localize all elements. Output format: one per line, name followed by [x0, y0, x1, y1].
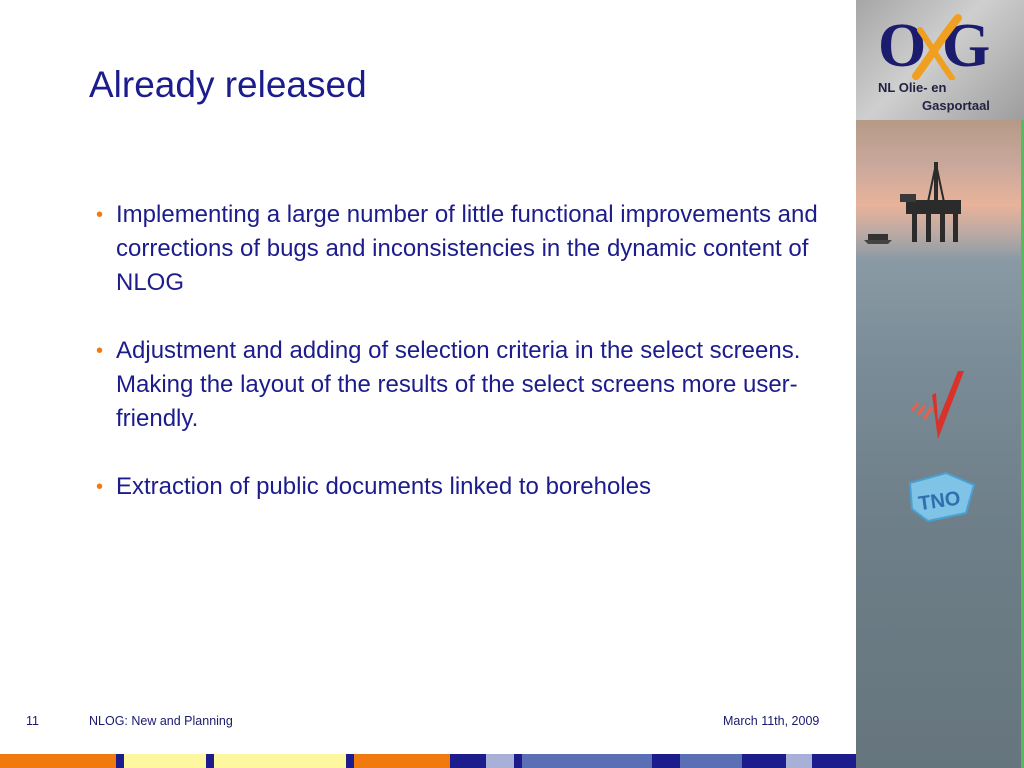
- footer-title: NLOG: New and Planning: [89, 714, 233, 728]
- bar-segment: [486, 754, 514, 768]
- page-number: 11: [26, 714, 39, 728]
- bar-segment: [786, 754, 812, 768]
- bar-segment: [124, 754, 206, 768]
- bar-segment: [812, 754, 856, 768]
- slide-title: Already released: [89, 64, 367, 105]
- svg-text:O: O: [878, 12, 927, 80]
- bar-segment: [116, 754, 124, 768]
- og-logo: [856, 0, 1024, 120]
- bar-segment: [522, 754, 652, 768]
- bar-segment: [354, 754, 450, 768]
- bullet-item: [96, 470, 856, 504]
- side-image-panel: [856, 0, 1024, 768]
- svg-text:G: G: [942, 12, 991, 80]
- logo-text-line1: NL Olie- en: [878, 80, 947, 95]
- bar-segment: [206, 754, 214, 768]
- nitg-logo-icon: [908, 365, 968, 450]
- oil-rig-icon: [856, 150, 1021, 260]
- tno-logo-text: TNO: [916, 487, 962, 516]
- bar-segment: [214, 754, 346, 768]
- bullet-item: [96, 334, 856, 436]
- bullet-text: Adjustment and adding of selection criteria in the select screens. Making the layout of the results of the select screens more user-friendly.: [116, 337, 801, 432]
- tno-logo-icon: [906, 463, 978, 527]
- bar-segment: [346, 754, 354, 768]
- bar-segment: [450, 754, 486, 768]
- bar-segment: [514, 754, 522, 768]
- o-and-g-logo-icon: [878, 10, 1002, 80]
- bullet-marker: •: [96, 204, 104, 226]
- bottom-color-bar: [0, 754, 856, 768]
- bullet-marker: •: [96, 476, 104, 498]
- bar-segment: [0, 754, 116, 768]
- bullet-text: Extraction of public documents linked to boreholes: [116, 473, 651, 500]
- footer-date: March 11th, 2009: [723, 714, 820, 728]
- bar-segment: [742, 754, 786, 768]
- logo-text-line2: Gasportaal: [922, 98, 990, 113]
- bullet-marker: •: [96, 340, 104, 362]
- bar-segment: [680, 754, 742, 768]
- bar-segment: [652, 754, 680, 768]
- bullet-list: [96, 198, 856, 538]
- bullet-text: Implementing a large number of little functional improvements and corrections of bugs and inconsistencies in the dynamic content of NLOG: [116, 201, 818, 296]
- bullet-item: [96, 198, 856, 300]
